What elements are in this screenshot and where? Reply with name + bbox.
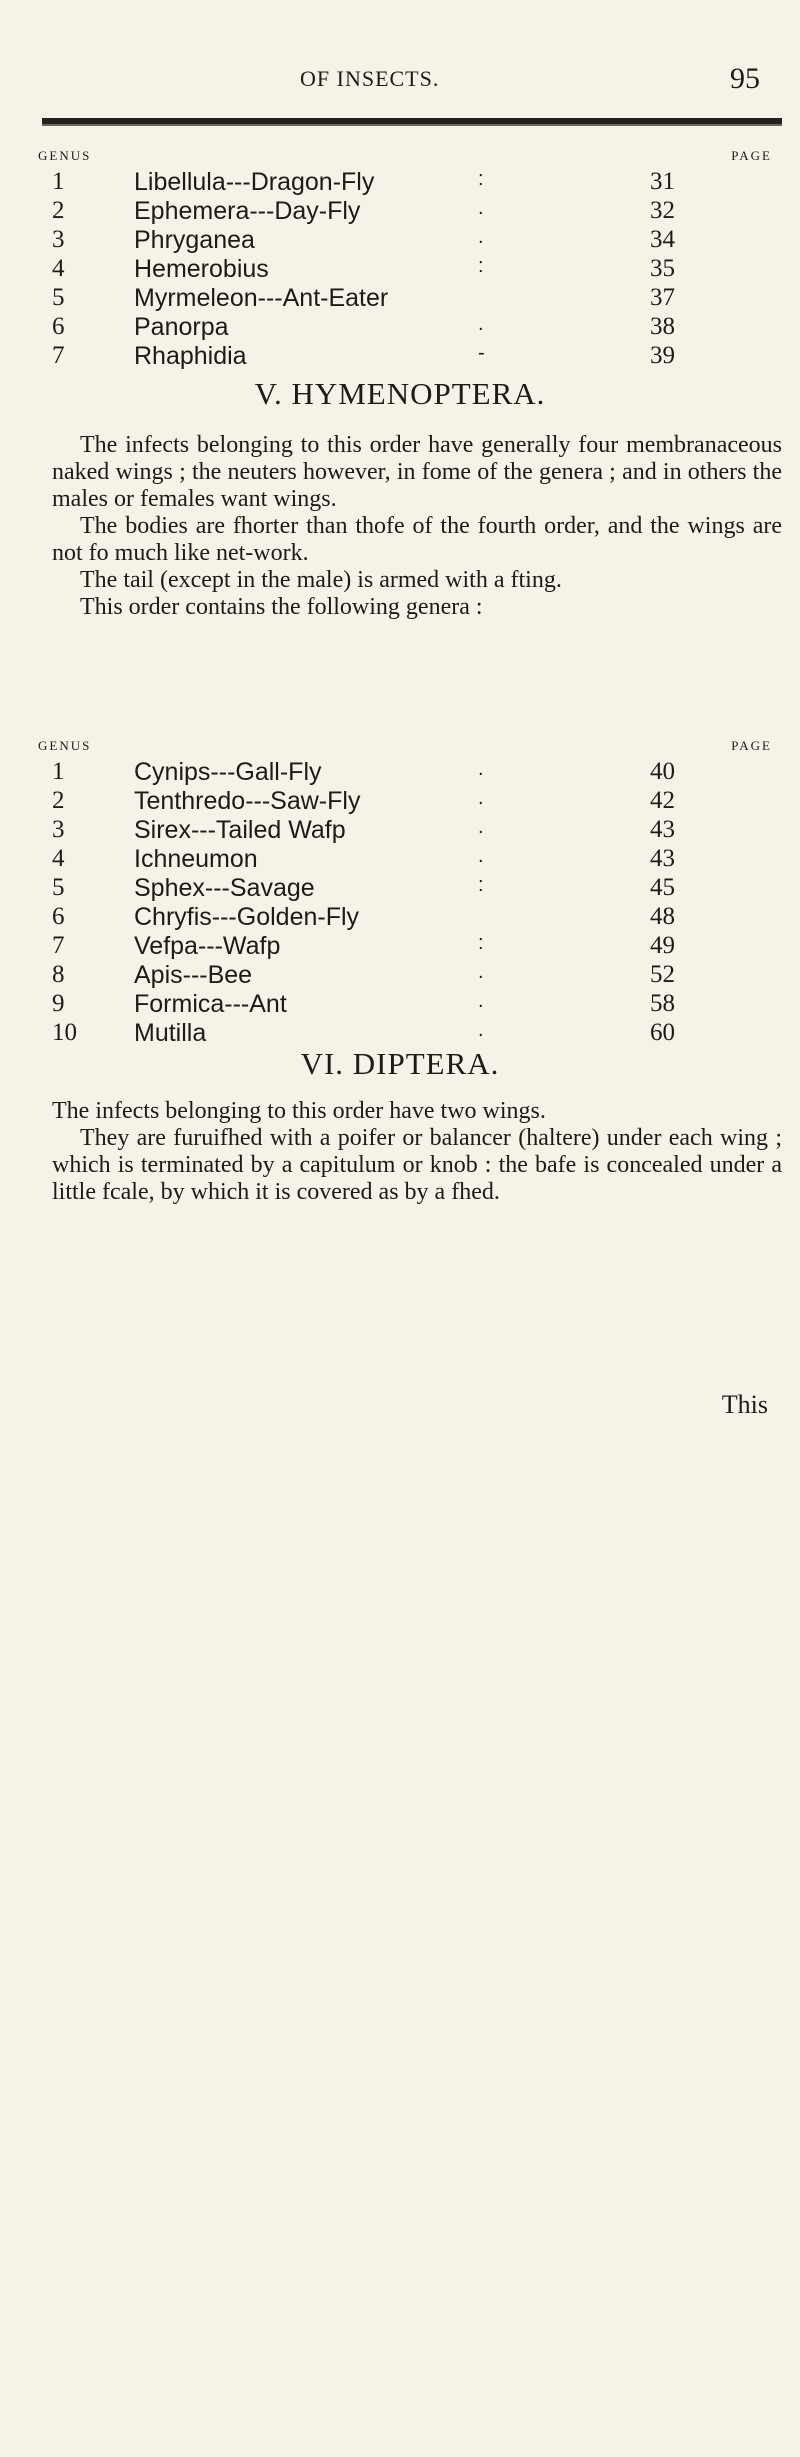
page-number: 95 (730, 62, 760, 95)
page-ref: 32 (650, 197, 675, 224)
page-ref: 35 (650, 255, 675, 282)
table-row (38, 874, 778, 903)
genus-table-neuroptera (38, 148, 778, 371)
genus-name: Phryganea (134, 226, 255, 254)
paragraph: The infects belonging to this order have generally four membranaceous naked wings ; the neuters however, in fome of the genera ; and in others the males or females want wings. (52, 432, 782, 512)
leader-mark: . (478, 313, 484, 335)
genus-name: Sphex---Savage (134, 874, 315, 902)
genus-name: Vefpa---Wafp (134, 932, 281, 960)
page-ref: 58 (650, 990, 675, 1017)
table-row (38, 903, 778, 932)
table-row (38, 990, 778, 1019)
genus-name: Chryfis---Golden-Fly (134, 903, 360, 931)
table-row (38, 197, 778, 226)
genus-column-label: GENUS (38, 148, 92, 163)
page-ref: 43 (650, 816, 675, 843)
paragraph: They are furuifhed with a poifer or balancer (haltere) under each wing ; which is terminated by a capitulum or knob : the bafe is concealed under a little fcale, by which it is covered as by a fhed. (52, 1125, 782, 1205)
genus-number: 4 (52, 255, 65, 282)
genus-name: Sirex---Tailed Wafp (134, 816, 346, 844)
leader-mark: . (478, 787, 484, 809)
genus-number: 9 (52, 990, 65, 1017)
genus-name: Ichneumon (134, 845, 258, 873)
page-ref: 42 (650, 787, 675, 814)
leader-mark: : (478, 168, 484, 190)
section-text-hymenoptera (52, 432, 782, 621)
genus-name: Ephemera---Day-Fly (134, 197, 361, 225)
genus-name: Apis---Bee (134, 961, 253, 989)
section-text-diptera (52, 1098, 782, 1206)
genus-name: Panorpa (134, 313, 229, 341)
table-row (38, 932, 778, 961)
page-ref: 40 (650, 758, 675, 785)
paragraph: The bodies are fhorter than thofe of the fourth order, and the wings are not fo much like net-work. (52, 513, 782, 566)
leader-mark: . (478, 845, 484, 867)
page-column-label: PAGE (731, 148, 772, 163)
catchword: This (721, 1390, 768, 1419)
page-ref: 43 (650, 845, 675, 872)
leader-mark: : (478, 874, 484, 896)
table-row (38, 226, 778, 255)
genus-number: 4 (52, 845, 65, 872)
page-ref: 39 (650, 342, 675, 369)
genus-table-hymenoptera (38, 738, 778, 1048)
leader-mark: : (478, 255, 484, 277)
genus-number: 7 (52, 342, 65, 369)
page-ref: 60 (650, 1019, 675, 1046)
paragraph: The infects belonging to this order have two wings. (52, 1098, 546, 1124)
table-row (38, 1019, 778, 1048)
table-row (38, 284, 778, 313)
page-ref: 34 (650, 226, 675, 253)
table-labels (38, 148, 778, 168)
genus-number: 7 (52, 932, 65, 959)
table-row (38, 845, 778, 874)
page-ref: 37 (650, 284, 675, 311)
leader-mark: - (478, 342, 485, 364)
page-ref: 52 (650, 961, 675, 988)
page-ref: 45 (650, 874, 675, 901)
page-ref: 38 (650, 313, 675, 340)
genus-number: 6 (52, 313, 65, 340)
genus-name: Hemerobius (134, 255, 269, 283)
running-title: OF INSECTS. (300, 66, 440, 91)
table-row (38, 168, 778, 197)
table-row (38, 342, 778, 371)
table-labels (38, 738, 778, 758)
table-row (38, 758, 778, 787)
genus-number: 8 (52, 961, 65, 988)
header-rule (42, 118, 782, 126)
genus-number: 10 (52, 1019, 77, 1046)
genus-name: Rhaphidia (134, 342, 247, 370)
table-row (38, 816, 778, 845)
page-ref: 31 (650, 168, 675, 195)
table-row (38, 961, 778, 990)
page-header (300, 60, 780, 100)
genus-number: 2 (52, 197, 65, 224)
leader-mark: . (478, 816, 484, 838)
genus-number: 3 (52, 226, 65, 253)
section-heading-diptera: VI. DIPTERA. (300, 1046, 500, 1081)
table-row (38, 313, 778, 342)
genus-name: Mutilla (134, 1019, 207, 1047)
table-row (38, 787, 778, 816)
page-ref: 48 (650, 903, 675, 930)
genus-name: Cynips---Gall-Fly (134, 758, 322, 786)
leader-mark: . (478, 1019, 484, 1041)
genus-number: 5 (52, 874, 65, 901)
genus-number: 5 (52, 284, 65, 311)
leader-mark: : (478, 932, 484, 954)
leader-mark: . (478, 197, 484, 219)
table-row (38, 255, 778, 284)
genus-name: Libellula---Dragon-Fly (134, 168, 375, 196)
genus-name: Myrmeleon---Ant-Eater (134, 284, 389, 312)
page-ref: 49 (650, 932, 675, 959)
leader-mark: . (478, 990, 484, 1012)
leader-mark: . (478, 226, 484, 248)
genus-number: 3 (52, 816, 65, 843)
genus-column-label: GENUS (38, 738, 92, 753)
section-heading-hymenoptera: V. HYMENOPTERA. (254, 376, 546, 411)
genus-number: 2 (52, 787, 65, 814)
genus-name: Tenthredo---Saw-Fly (134, 787, 361, 815)
genus-number: 6 (52, 903, 65, 930)
leader-mark: . (478, 961, 484, 983)
genus-number: 1 (52, 758, 65, 785)
paragraph: This order contains the following genera : (80, 594, 483, 620)
paragraph: The tail (except in the male) is armed with a fting. (80, 567, 562, 593)
genus-name: Formica---Ant (134, 990, 287, 1018)
genus-number: 1 (52, 168, 65, 195)
leader-mark: . (478, 758, 484, 780)
page-column-label: PAGE (731, 738, 772, 753)
